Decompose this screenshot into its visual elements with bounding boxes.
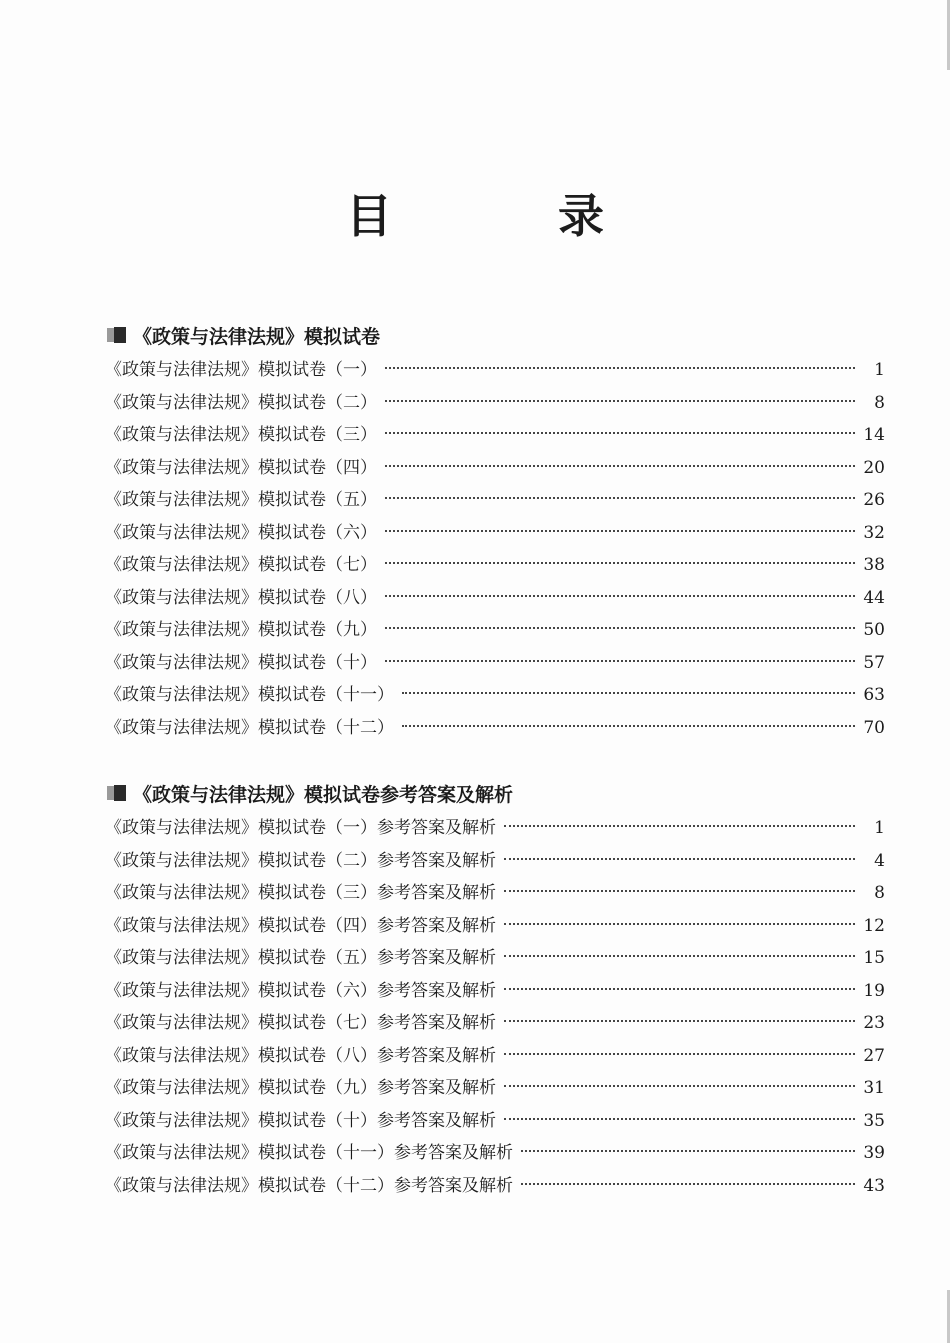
toc-entry-page: 14	[863, 425, 885, 445]
toc-entry-label: 《政策与法律法规》模拟试卷（一）	[105, 360, 377, 380]
toc-entry-page: 39	[863, 1143, 885, 1163]
toc-entry[interactable]	[105, 812, 885, 845]
page-title: 目 录	[346, 189, 664, 243]
dot-leader	[402, 725, 855, 727]
toc-entry[interactable]	[105, 582, 885, 615]
toc-entry-label: 《政策与法律法规》模拟试卷（二）参考答案及解析	[105, 850, 496, 871]
toc-entry-page: 8	[874, 883, 885, 903]
toc-entry[interactable]	[105, 484, 885, 517]
toc-entry-page: 32	[863, 522, 885, 543]
toc-entry-label: 《政策与法律法规》模拟试卷（五）	[105, 490, 377, 510]
dot-leader	[385, 400, 855, 402]
dot-leader	[504, 890, 855, 892]
dot-leader	[504, 955, 855, 957]
dot-leader	[385, 530, 855, 532]
toc-entry[interactable]	[105, 549, 885, 582]
toc-entry-label: 《政策与法律法规》模拟试卷（六）	[105, 522, 377, 543]
toc-entry-label: 《政策与法律法规》模拟试卷（七）参考答案及解析	[105, 1013, 496, 1033]
toc-entry[interactable]	[105, 877, 885, 910]
toc-entry-label: 《政策与法律法规》模拟试卷（二）	[105, 392, 377, 413]
dot-leader	[385, 367, 855, 369]
dot-leader	[385, 465, 855, 467]
toc-entry[interactable]	[105, 387, 885, 420]
toc-entry-page: 26	[863, 490, 885, 510]
section-heading	[105, 322, 885, 348]
toc-entry[interactable]	[105, 1105, 885, 1138]
toc-entry-label: 《政策与法律法规》模拟试卷（七）	[105, 555, 377, 575]
toc-entry-label: 《政策与法律法规》模拟试卷（四）参考答案及解析	[105, 915, 496, 936]
toc-entry-label: 《政策与法律法规》模拟试卷（十）	[105, 652, 377, 673]
dot-leader	[504, 923, 855, 925]
toc-entry[interactable]	[105, 647, 885, 680]
dot-leader	[521, 1150, 855, 1152]
dot-leader	[402, 692, 855, 694]
dot-leader	[385, 432, 855, 434]
toc-entry-label: 《政策与法律法规》模拟试卷（五）参考答案及解析	[105, 948, 496, 968]
toc-entry-page: 63	[863, 685, 885, 705]
toc-entry[interactable]	[105, 712, 885, 745]
toc-entry-page: 27	[863, 1045, 885, 1066]
toc-entry-page: 43	[863, 1175, 885, 1196]
dot-leader	[385, 497, 855, 499]
toc-entry-label: 《政策与法律法规》模拟试卷（八）	[105, 587, 377, 608]
toc-entry-page: 1	[874, 818, 885, 838]
toc-entry[interactable]	[105, 679, 885, 712]
dot-leader	[385, 562, 855, 564]
dot-leader	[521, 1183, 855, 1185]
toc-entry[interactable]	[105, 1137, 885, 1170]
toc-entry-label: 《政策与法律法规》模拟试卷（四）	[105, 457, 377, 478]
toc-entry-page: 12	[863, 915, 885, 936]
toc-entry-page: 38	[863, 555, 885, 575]
dot-leader	[385, 595, 855, 597]
toc-entry[interactable]	[105, 419, 885, 452]
dot-leader	[504, 1118, 855, 1120]
toc-list	[105, 812, 885, 1202]
toc-entry-page: 35	[863, 1110, 885, 1131]
toc-entry[interactable]	[105, 1007, 885, 1040]
toc-entry[interactable]	[105, 517, 885, 550]
toc-entry-page: 1	[874, 360, 885, 380]
toc-entry-label: 《政策与法律法规》模拟试卷（十二）参考答案及解析	[105, 1175, 513, 1196]
toc-entry[interactable]	[105, 354, 885, 387]
toc-entry[interactable]	[105, 942, 885, 975]
toc-entry[interactable]	[105, 614, 885, 647]
toc-entry-label: 《政策与法律法规》模拟试卷（十一）参考答案及解析	[105, 1143, 513, 1163]
toc-section-papers	[105, 322, 885, 744]
section-marker-icon	[105, 784, 129, 802]
toc-entry[interactable]	[105, 1170, 885, 1203]
toc-entry-page: 31	[863, 1078, 885, 1098]
dot-leader	[504, 1085, 855, 1087]
dot-leader	[504, 1020, 855, 1022]
toc-entry-page: 19	[863, 980, 885, 1001]
dot-leader	[385, 627, 855, 629]
toc-entry-page: 50	[863, 620, 885, 640]
toc-entry[interactable]	[105, 452, 885, 485]
toc-entry[interactable]	[105, 910, 885, 943]
toc-entry-label: 《政策与法律法规》模拟试卷（八）参考答案及解析	[105, 1045, 496, 1066]
toc-entry-page: 4	[874, 850, 885, 871]
toc-entry-label: 《政策与法律法规》模拟试卷（十一）	[105, 685, 394, 705]
toc-section-answers	[105, 780, 885, 1202]
toc-entry-label: 《政策与法律法规》模拟试卷（九）参考答案及解析	[105, 1078, 496, 1098]
toc-entry[interactable]	[105, 1040, 885, 1073]
toc-entry[interactable]	[105, 975, 885, 1008]
section-heading	[105, 780, 885, 806]
toc-entry-label: 《政策与法律法规》模拟试卷（九）	[105, 620, 377, 640]
toc-entry-page: 20	[863, 457, 885, 478]
toc-entry-page: 23	[863, 1013, 885, 1033]
toc-entry-label: 《政策与法律法规》模拟试卷（十）参考答案及解析	[105, 1110, 496, 1131]
toc-entry-label: 《政策与法律法规》模拟试卷（十二）	[105, 717, 394, 738]
toc-entry-page: 44	[863, 587, 885, 608]
toc-entry-label: 《政策与法律法规》模拟试卷（六）参考答案及解析	[105, 980, 496, 1001]
toc-entry-page: 57	[863, 652, 885, 673]
toc-entry[interactable]	[105, 845, 885, 878]
section-heading-text: 《政策与法律法规》模拟试卷参考答案及解析	[133, 783, 514, 806]
section-marker-icon	[105, 326, 129, 344]
toc-entry-page: 8	[874, 392, 885, 413]
toc-entry-label: 《政策与法律法规》模拟试卷（一）参考答案及解析	[105, 818, 496, 838]
dot-leader	[504, 988, 855, 990]
dot-leader	[504, 1053, 855, 1055]
dot-leader	[504, 858, 855, 860]
dot-leader	[504, 825, 855, 827]
toc-list	[105, 354, 885, 744]
toc-entry[interactable]	[105, 1072, 885, 1105]
toc-entry-page: 70	[863, 717, 885, 738]
dot-leader	[385, 660, 855, 662]
toc-entry-label: 《政策与法律法规》模拟试卷（三）	[105, 425, 377, 445]
toc-entry-page: 15	[863, 948, 885, 968]
section-heading-text: 《政策与法律法规》模拟试卷	[133, 325, 381, 348]
toc-entry-label: 《政策与法律法规》模拟试卷（三）参考答案及解析	[105, 883, 496, 903]
